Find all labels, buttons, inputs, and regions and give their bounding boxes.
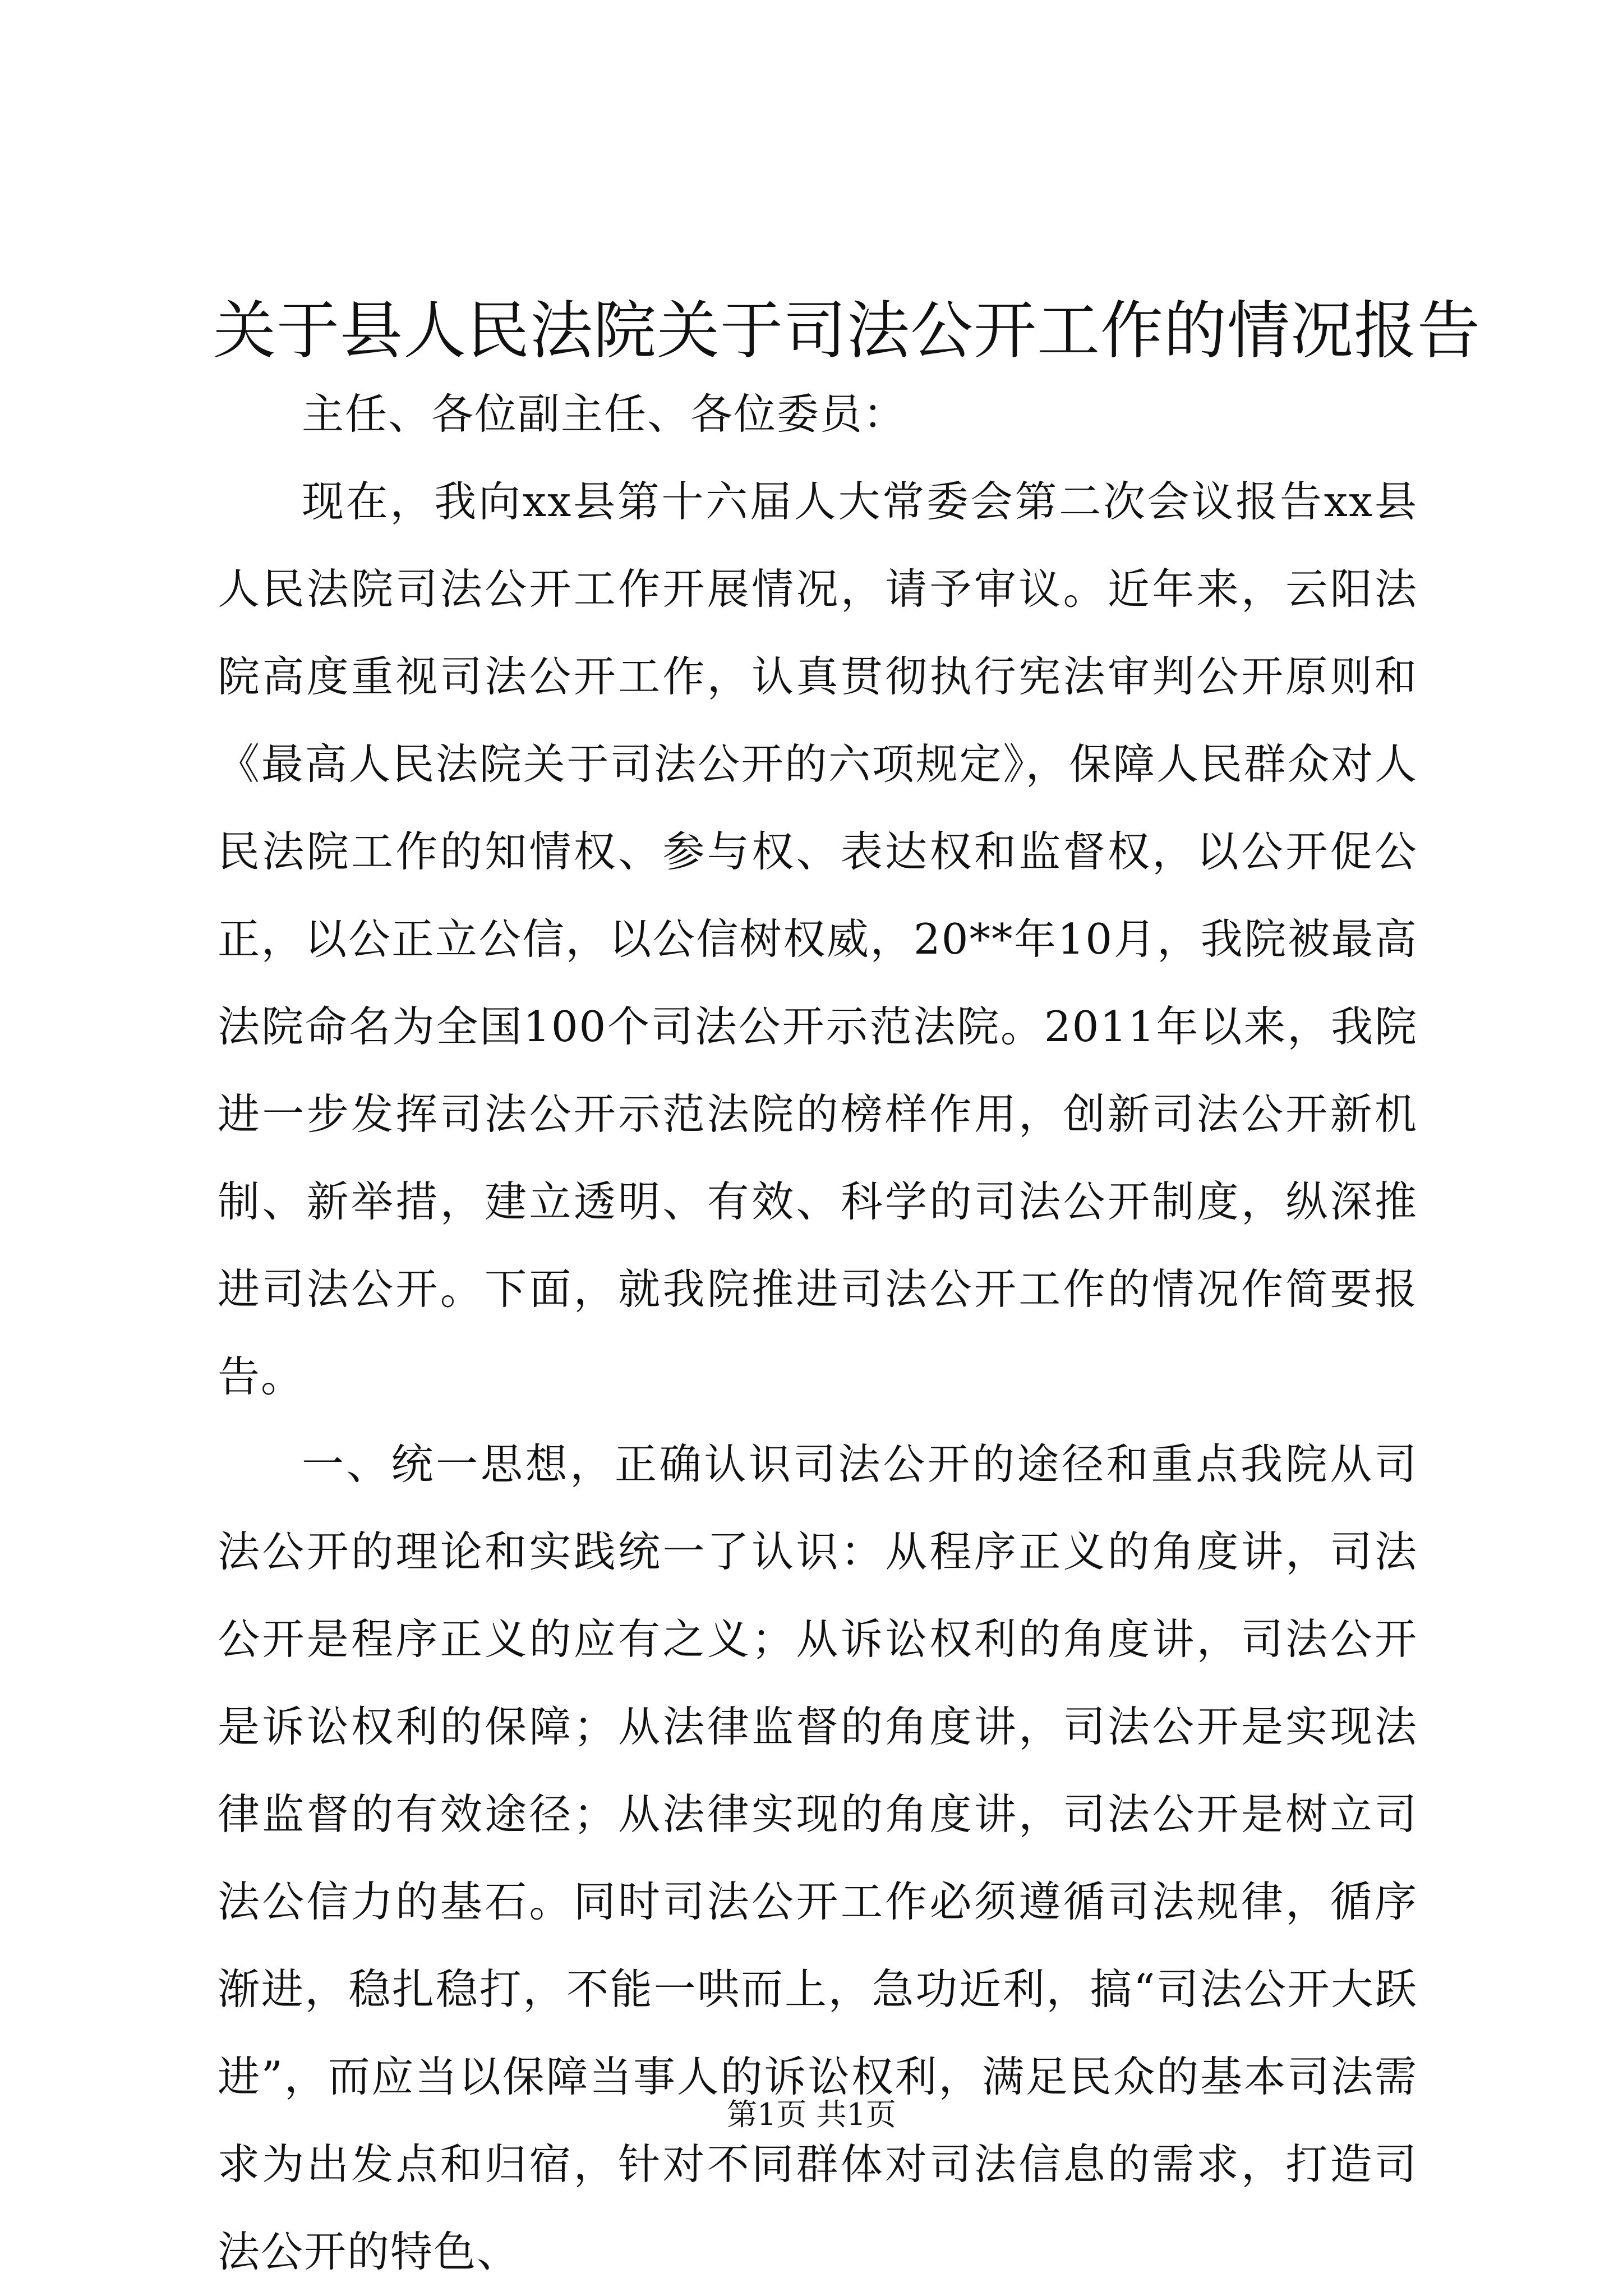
document-body <box>218 370 1418 2295</box>
salutation-paragraph: 主任、各位副主任、各位委员： <box>302 389 907 439</box>
page-footer: 第1页 共1页 <box>727 2097 896 2132</box>
section-one-paragraph: 一、统一思想，正确认识司法公开的途径和重点我院从司法公开的理论和实践统一了认识：从程序正义的角度讲，司法公开是程序正义的应有之义；从诉讼权利的角度讲，司法公开是诉讼权利的保障；从法律监督的角度讲，司法公开是实现法律监督的有效途径；从法律实现的角度讲，司法公开是树立司法公信力的基石。同时司法公开工作必须遵循司法规律，循序渐进，稳扎稳打，不能一哄而上，急功近利，搞“司法公开大跃进”，而应当以保障当事人的诉讼权利，满足民众的基本司法需求为出发点和归宿，针对不同群体对司法信息的需求，打造司法公开的特色、 <box>218 1439 1418 2276</box>
intro-paragraph: 现在，我向xx县第十六届人大常委会第二次会议报告xx县人民法院司法公开工作开展情况，请予审议。近年来，云阳法院高度重视司法公开工作，认真贯彻执行宪法审判公开原则和《最高人民法院关于司法公开的六项规定》，保障人民群众对人民法院工作的知情权、参与权、表达权和监督权，以公开促公正，以公正立公信，以公信树权威，20**年10月，我院被最高法院命名为全国100个司法公开示范法院。2011年以来，我院进一步发挥司法公开示范法院的榜样作用，创新司法公开新机制、新举措，建立透明、有效、科学的司法公开制度，纵深推进司法公开。下面，就我院推进司法公开工作的情况作简要报告。 <box>218 477 1418 1401</box>
document-title: 关于县人民法院关于司法公开工作的情况报告 <box>213 295 1481 367</box>
